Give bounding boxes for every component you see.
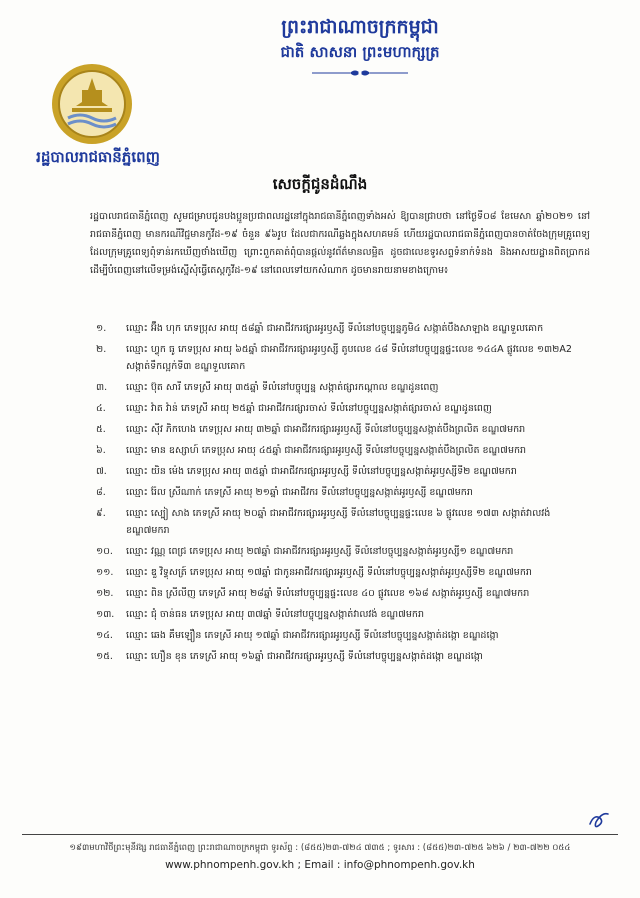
- phnom-penh-seal-icon: [50, 62, 134, 146]
- list-item-number: ៩.: [96, 508, 106, 519]
- ministry-name: រដ្ឋបាលរាជធានីភ្នំពេញ: [36, 148, 160, 166]
- kingdom-header: [180, 14, 540, 78]
- intro-paragraph: រដ្ឋបាលរាជធានីភ្នំពេញ សូមជម្រាបជូនបងប្អូនប្រជាពលរដ្ឋនៅក្នុងរាជធានីភ្នំពេញទាំងអស់ ឱ្យបានជ្រាបថា នៅថ្ងៃទី០៨ ខែមេសា ឆ្នាំ២០២១ នៅរាជធានីភ្នំពេញ មានករណីវិជ្ជមានកូវីដ-១៩ ចំនួន ៩៦រូប ដែលជាករណីឆ្លងក្នុងសហគមន៍ ហើយរដ្ឋបាលរាជធានីភ្នំពេញបានចាត់ចែងក្រុមគ្រូពេទ្យ ដែលក្រុមគ្រូពេទ្យពុំទាន់រកឃើញថាំងឃើញ ព្រោះពួកគាត់ពុំបានផ្តល់នូវព័ត៌មានលម្អិត ដូចជាលេខទូរសព្ទទំនាក់ទំនង និងអាសយដ្ឋានពិតប្រាកដ ដើម្បីបំពេញនៅលើទម្រង់ស្នើសុំធ្វើតេស្តកូវីដ-១៩ នៅពេលទៅយកសំណាក ដូចមានរាយនាមខាងក្រោម៖: [90, 211, 590, 276]
- list-item: [96, 564, 596, 581]
- kingdom-name: ព្រះរាជាណាចក្រកម្ពុជា: [281, 16, 439, 38]
- list-item-number: ៣.: [96, 382, 108, 393]
- list-item-text: ឈ្មោះ វ៉ាត វ៉ាន់ ភេទស្រី អាយុ ២៥ឆ្នាំ ជាអាជីវករផ្សារចាស់ ទីលំនៅបច្ចុប្បន្នសង្កាត់ផ្សារចាស់ ខណ្ឌដូនពេញ: [126, 403, 492, 414]
- list-item: [96, 505, 596, 539]
- national-motto: ជាតិ សាសនា ព្រះមហាក្សត្រ: [280, 43, 440, 61]
- list-item-number: ១៥.: [96, 651, 113, 662]
- footer-separator: ;: [297, 859, 302, 871]
- list-item: [96, 463, 596, 480]
- list-item-number: ៧.: [96, 466, 107, 477]
- list-item-text: ឈ្មោះ ស្បៀ សាង ភេទស្រី អាយុ ២០ឆ្នាំ ជាអាជីវករផ្សារអូរឫស្សី ទីលំនៅបច្ចុប្បន្នផ្ទះលេខ ៦ ផ្លូវលេខ ១៧៣ សង្កាត់វាលវង់ ខណ្ឌ៧មករា: [126, 508, 551, 536]
- person-list: [96, 320, 596, 669]
- list-item: [96, 379, 596, 396]
- list-item: [96, 442, 596, 459]
- list-item: [96, 543, 596, 560]
- footer-address-contacts: ១៩៣មហាវិថីព្រះមុនីវង្ស រាជធានីភ្នំពេញ ព្រះរាជាណាចក្រកម្ពុជា ទូរស័ព្ទ : (៨៥៥)២៣-៧២៤ ៧៣៥ ; ទូរសារ : (៨៥៥)២៣-៧២៥ ៦២៦ / ២៣-៧២២ ០៥៤: [69, 843, 571, 853]
- list-item: [96, 400, 596, 417]
- list-item-text: ឈ្មោះ ហឿន ខុន ភេទស្រី អាយុ ១៦ឆ្នាំ ជាអាជីវករផ្សារអូរឫស្សី ទីលំនៅបច្ចុប្បន្នសង្កាត់ដង្កោ ខណ្ឌដង្កោ: [126, 651, 483, 662]
- footer: [0, 840, 640, 874]
- list-item: [96, 648, 596, 665]
- list-item-number: ១៤.: [96, 630, 113, 641]
- list-item: [96, 585, 596, 602]
- list-item-number: ៤.: [96, 403, 106, 414]
- list-item-number: ១.: [96, 323, 107, 334]
- list-item-number: ១១.: [96, 567, 114, 578]
- footer-web-email: [0, 856, 640, 874]
- list-item: [96, 341, 596, 375]
- list-item-text: ឈ្មោះ ឌួ វិទ្ធុសត្រ៍ ភេទប្រុស អាយុ ១៧ឆ្នាំ ជាកូនអាជីវករផ្សារអូរឫស្សី ទីលំនៅបច្ចុប្បន្នសង្កាត់អូរឫស្សីទី២ ខណ្ឌ៧មករា: [126, 567, 532, 578]
- list-item-number: ២.: [96, 344, 107, 355]
- website-link[interactable]: www.phnompenh.gov.kh: [165, 859, 295, 871]
- list-item-number: ៥.: [96, 424, 106, 435]
- list-item: [96, 484, 596, 501]
- list-item-number: ៨.: [96, 487, 106, 498]
- list-item-text: ឈ្មោះ ពិន ស្រីលីញ ភេទស្រី អាយុ ២៨ឆ្នាំ ទីលំនៅបច្ចុប្បន្នផ្ទះលេខ ៤០ ផ្លូវលេខ ១៦៨ សង្កាត់អូរឫស្សី ខណ្ឌ៧មករា: [126, 588, 530, 599]
- list-item-text: ឈ្មោះ ជុំ ចាន់ធន ភេទប្រុស អាយុ ៣៧ឆ្នាំ ទីលំនៅបច្ចុប្បន្នសង្កាត់វាលវង់ ខណ្ឌ៧មករា: [126, 609, 424, 620]
- list-item: [96, 421, 596, 438]
- list-item-text: ឈ្មោះ ប៊ុត សារី ភេទស្រី អាយុ ៣៥ឆ្នាំ ទីលំនៅបច្ចុប្បន្ន សង្កាត់ផ្សារកណ្តាល ខណ្ឌដូនពេញ: [126, 382, 439, 393]
- list-item-number: ១២.: [96, 588, 114, 599]
- footer-divider: [22, 834, 618, 835]
- list-item-text: ឈ្មោះ ស៊ីវ ភិកហេង ភេទប្រុស អាយុ ៣២ឆ្នាំ ជាអាជីវករផ្សារអូរឫស្សី ទីលំនៅបច្ចុប្បន្នសង្កាត់បឹងព្រលិត ខណ្ឌ៧មករា: [126, 424, 526, 435]
- list-item-text: ឈ្មោះ អ៊ឹង ហុក ភេទប្រុស អាយុ ៥៨ឆ្នាំ ជាអាជីវករផ្សារអូរឫស្សី ទីលំនៅបច្ចុប្បន្នភូមិ៤ សង្កាត់បឹងសាឡាង ខណ្ឌទួលគោក: [126, 323, 544, 334]
- list-item-number: ១០.: [96, 546, 113, 557]
- email-link[interactable]: Email : info@phnompenh.gov.kh: [304, 859, 475, 871]
- list-item: [96, 627, 596, 644]
- list-item: [96, 320, 596, 337]
- list-item-text: ឈ្មោះ យិន ម៉េង ភេទប្រុស អាយុ ៣៥ឆ្នាំ ជាអាជីវករផ្សារអូរឫស្សី ទីលំនៅបច្ចុប្បន្នសង្កាត់អូរឫស្សីទី២ ខណ្ឌ៧មករា: [126, 466, 517, 477]
- list-item-text: ឈ្មោះ ឆេង គឹមឡឿន ភេទស្រី អាយុ ១៧ឆ្នាំ ជាអាជីវករផ្សារអូរឫស្សី ទីលំនៅបច្ចុប្បន្នសង្កាត់ដង្កោ ខណ្ឌដង្កោ: [126, 630, 499, 641]
- list-item: [96, 606, 596, 623]
- handwritten-initial-icon: [586, 808, 612, 830]
- list-item-number: ១៣.: [96, 609, 115, 620]
- ornament-divider-icon: [310, 68, 410, 78]
- document-title: សេចក្តីជូនដំណឹង: [272, 175, 368, 193]
- list-item-text: ឈ្មោះ មាន ឧស្សាហ៍ ភេទប្រុស អាយុ ៤៥ឆ្នាំ ជាអាជីវករផ្សារអូរឫស្សី ទីលំនៅបច្ចុប្បន្នសង្កាត់បឹងព្រលិត ខណ្ឌ៧មករា: [126, 445, 527, 456]
- list-item-text: ឈ្មោះ រ៉ែល ស្រីណាក់ ភេទស្រី អាយុ ២១ឆ្នាំ ជាអាជីវករ ទីលំនៅបច្ចុប្បន្នសង្កាត់អូរឫស្សី ខណ្ឌ៧មករា: [126, 487, 473, 498]
- list-item-number: ៦.: [96, 445, 106, 456]
- list-item-text: ឈ្មោះ ហ្វុក ធូ ភេទប្រុស អាយុ ៦៥ឆ្នាំ ជាអាជីវករផ្សារអូរឫស្សី តូបលេខ ៤៨ ទីលំនៅបច្ចុប្បន្នផ្ទះលេខ ១៤៤A ផ្លូវលេខ ១៣២A2 សង្កាត់ទឹកល្អក់ទី៣ ខណ្ឌទួលគោក: [126, 344, 572, 372]
- list-item-text: ឈ្មោះ វណ្ណ ពេជ្រ ភេទប្រុស អាយុ ២៧ឆ្នាំ ជាអាជីវករផ្សារអូរឫស្សី ទីលំនៅបច្ចុប្បន្នសង្កាត់អូរឫស្សី១ ខណ្ឌ៧មករា: [126, 546, 514, 557]
